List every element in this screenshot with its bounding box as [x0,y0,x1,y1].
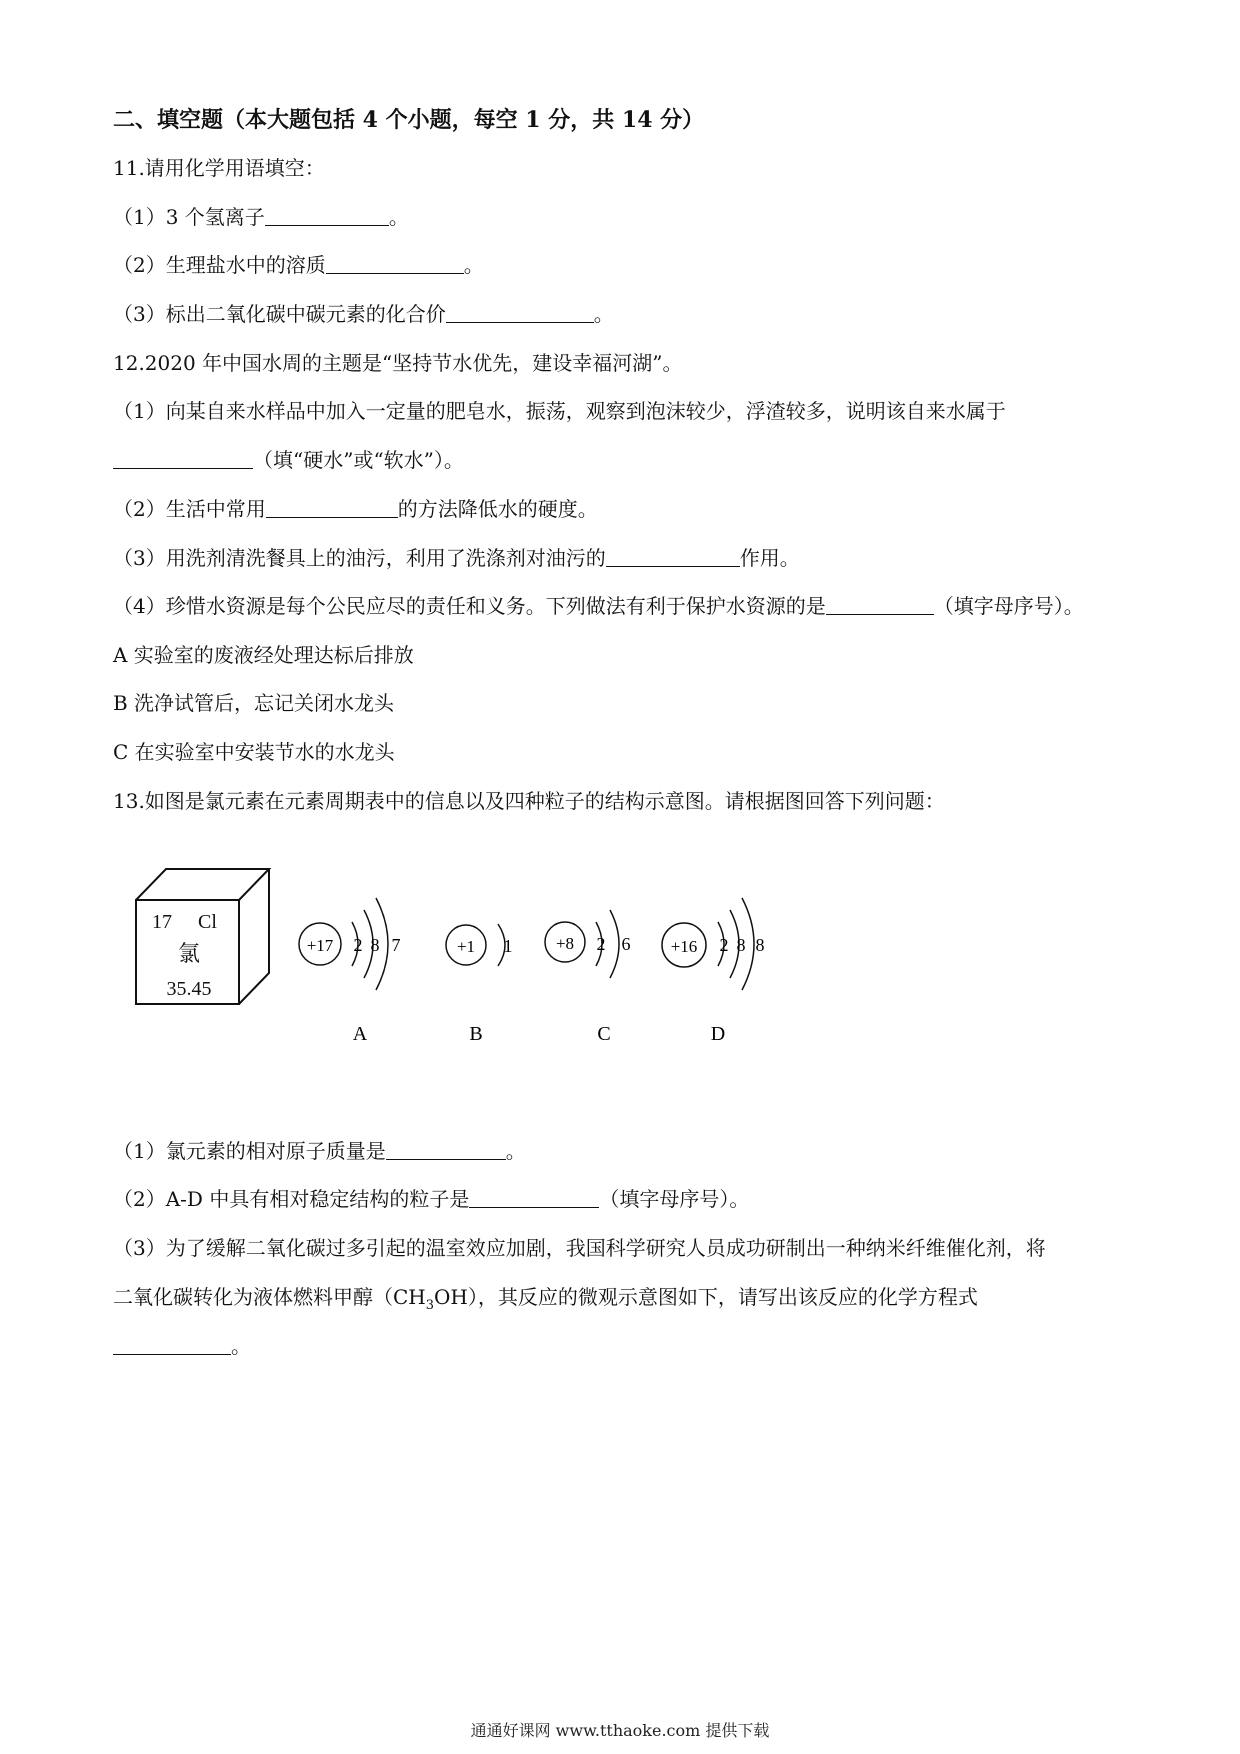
period: 。 [463,253,484,277]
q12-part3-text-end: 作用。 [739,546,800,570]
q12-part2-text-end: 的方法降低水的硬度。 [397,497,598,521]
q12-part4-text: （4）珍惜水资源是每个公民应尽的责任和义务。下列做法有利于保护水资源的是 [113,594,826,618]
q13-stem: 13.如图是氯元素在元素周期表中的信息以及四种粒子的结构示意图。请根据图回答下列问题： [113,789,945,813]
q12-part1-hint: （填“硬水”或“软水”）。 [253,448,464,472]
q13-part3-text-end: OH），其反应的微观示意图如下，请写出该反应的化学方程式 [434,1285,978,1309]
q13-part3-line2 [113,1284,978,1319]
period: 。 [231,1334,251,1358]
answer-blank [386,1139,506,1160]
shell-electrons: 2 [719,935,729,955]
answer-blank [606,546,740,567]
section-heading: 二、填空题（本大题包括 4 个小题，每空 1 分，共 14 分） [113,107,705,133]
shell-arc [610,910,619,978]
element-atomic-number: 17 [152,911,172,933]
nucleus-charge-b: +1 [456,937,476,956]
atom-structure-figure [0,860,1240,1060]
q11-stem: 11.请用化学用语填空： [113,156,325,180]
q13-part2-hint: （填字母序号）。 [599,1187,750,1211]
particle-c [545,910,631,1045]
q11-part2-text: （2）生理盐水中的溶质 [113,253,326,277]
page-footer: 通通好课网 www.tthaoke.com 提供下载 [470,1721,770,1740]
nucleus-charge-d: +16 [670,937,698,956]
q12-option-c: C 在实验室中安装节水的水龙头 [113,740,395,764]
answer-blank [113,1334,231,1355]
q12-part3-text: （3）用洗剂清洗餐具上的油污，利用了洗涤剂对油污的 [113,546,606,570]
element-name: 氯 [177,941,201,966]
particle-label-a: A [352,1023,368,1045]
shell-electrons: 1 [503,936,513,956]
q13-part2-text: （2）A-D 中具有相对稳定结构的粒子是 [113,1187,470,1211]
nucleus-charge-c: +8 [555,934,575,953]
shell-electrons: 8 [370,935,380,955]
answer-blank [446,302,594,323]
q13-part3-text: 二氧化碳转化为液体燃料甲醇（CH [113,1285,426,1309]
period: 。 [388,205,409,229]
element-card-side [239,869,269,1004]
shell-electrons: 2 [353,935,363,955]
period: 。 [593,302,614,326]
subscript: 3 [425,1298,435,1313]
particle-d [662,898,765,1045]
shell-electrons: 8 [755,935,765,955]
particle-label-d: D [710,1023,726,1045]
shell-electrons: 8 [736,935,746,955]
shell-electrons: 2 [596,934,606,954]
answer-blank [826,594,934,615]
element-atomic-mass: 35.45 [166,978,212,1000]
q13-part3-line3 [113,1333,251,1359]
q12-part1-line1: （1）向某自来水样品中加入一定量的肥皂水，振荡，观察到泡沫较少，浮渣较多，说明该自来水属于 [113,399,1006,423]
q12-part2-text: （2）生活中常用 [113,497,266,521]
q12-part4 [113,593,1084,619]
q12-option-b: B 洗净试管后，忘记关闭水龙头 [113,691,395,715]
particle-label-b: B [469,1023,483,1045]
answer-blank [266,497,398,518]
q11-part1-text: （1）3 个氢离子 [113,205,265,229]
q13-part1-text: （1）氯元素的相对原子质量是 [113,1139,386,1163]
q11-part3 [113,301,614,327]
figure-svg [0,860,1240,1060]
answer-blank [326,253,464,274]
q11-part3-text: （3）标出二氧化碳中碳元素的化合价 [113,302,446,326]
q11-part1 [113,204,409,230]
q12-stem: 12.2020 年中国水周的主题是“坚持节水优先，建设幸福河湖”。 [113,351,683,375]
q12-part3 [113,545,800,571]
answer-blank [265,205,389,226]
element-symbol: Cl [198,911,217,933]
shell-electrons: 7 [391,935,401,955]
nucleus-charge-a: +17 [306,936,334,955]
period: 。 [505,1139,526,1163]
shell-electrons: 6 [621,934,631,954]
particle-a [299,898,401,1045]
q12-part4-hint: （填字母序号）。 [933,594,1084,618]
q13-part1 [113,1138,526,1164]
q12-part1-line2 [113,447,464,473]
element-card-top [136,869,269,900]
q13-part3-line1: （3）为了缓解二氧化碳过多引起的温室效应加剧，我国科学研究人员成功研制出一种纳米纤维催化剂，将 [113,1236,1046,1260]
particle-b [446,924,513,1045]
q12-option-a: A 实验室的废液经处理达标后排放 [113,643,414,667]
q11-part2 [113,252,484,278]
answer-blank [113,448,253,469]
q12-part2 [113,496,598,522]
q13-part2 [113,1186,749,1212]
answer-blank [469,1187,599,1208]
particle-label-c: C [597,1023,611,1045]
